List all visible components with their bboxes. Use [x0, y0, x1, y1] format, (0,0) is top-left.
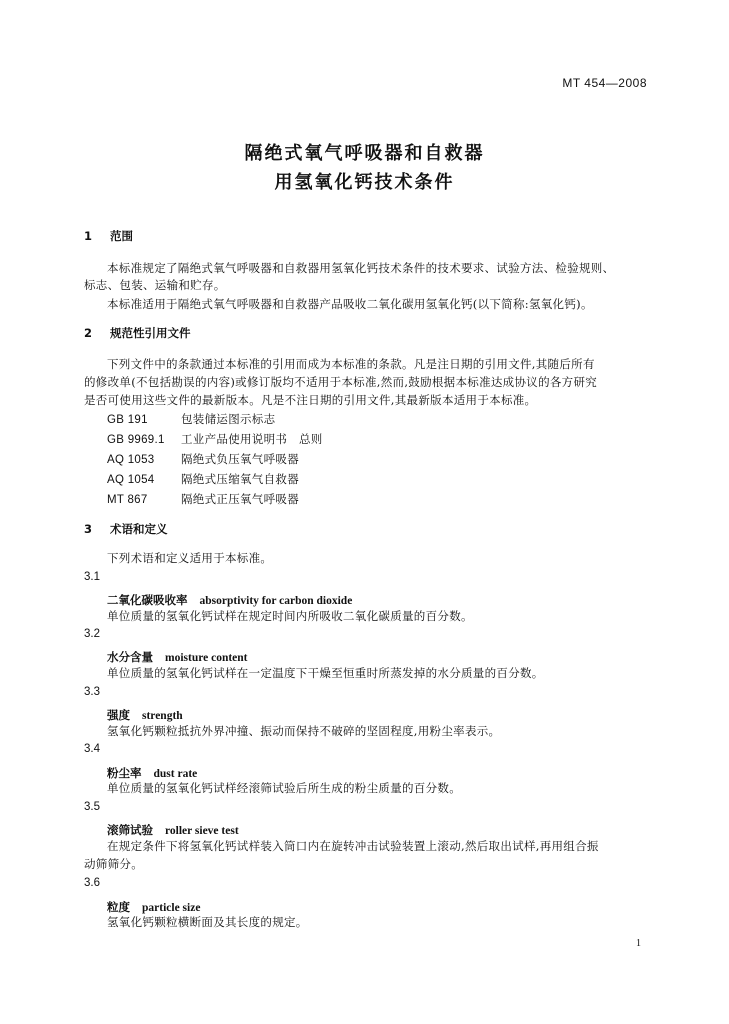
term-zh: 粒度	[107, 900, 130, 914]
term-heading	[107, 589, 352, 608]
normative-reference	[107, 471, 299, 487]
term-zh: 水分含量	[107, 650, 153, 664]
standard-number: MT 454—2008	[562, 76, 647, 90]
normative-reference	[107, 431, 323, 447]
reference-code: GB 191	[107, 414, 148, 426]
normative-reference	[107, 491, 299, 507]
term-number: 3.4	[84, 743, 100, 755]
section-1-paragraph-2: 本标准适用于隔绝式氧气呼吸器和自救器产品吸收二氧化碳用氢氧化钙(以下简称:氢氧化钙)。	[107, 297, 593, 311]
reference-title: 隔绝式正压氧气呼吸器	[181, 492, 299, 506]
section-title: 范围	[110, 229, 134, 243]
term-en: roller sieve test	[165, 825, 239, 837]
term-heading	[107, 704, 183, 723]
section-1-paragraph-1-line-1: 本标准规定了隔绝式氧气呼吸器和自救器用氢氧化钙技术条件的技术要求、试验方法、检验规则、	[107, 261, 615, 275]
term-definition: 单位质量的氢氧化钙试样在规定时间内所吸收二氧化碳质量的百分数。	[107, 609, 473, 623]
section-2-paragraph-line-2: 的修改单(不包括勘误的内容)或修订版均不适用于本标准,然而,鼓励根据本标准达成协议的各方研究	[84, 375, 598, 389]
section-1-heading	[84, 228, 133, 244]
reference-title: 隔绝式负压氧气呼吸器	[181, 452, 299, 466]
normative-reference	[107, 411, 275, 427]
term-heading	[107, 819, 239, 838]
document-title-line2: 用氢氧化钙技术条件	[274, 172, 455, 193]
section-3-intro: 下列术语和定义适用于本标准。	[107, 551, 273, 565]
reference-code: GB 9969.1	[107, 434, 165, 446]
normative-reference	[107, 451, 299, 467]
term-en: strength	[142, 710, 183, 722]
section-title: 规范性引用文件	[110, 326, 191, 340]
term-definition: 氢氧化钙颗粒抵抗外界冲撞、振动而保持不破碎的坚固程度,用粉尘率表示。	[107, 724, 501, 738]
section-3-heading	[84, 521, 168, 537]
term-number: 3.6	[84, 877, 100, 889]
section-2-paragraph-line-3: 是否可使用这些文件的最新版本。凡是不注日期的引用文件,其最新版本适用于本标准。	[84, 393, 537, 407]
term-zh: 滚筛试验	[107, 823, 153, 837]
reference-title: 包装储运图示标志	[181, 412, 276, 426]
reference-title: 隔绝式压缩氧气自救器	[181, 472, 299, 486]
section-number: 1	[84, 229, 93, 243]
term-heading	[107, 646, 248, 665]
section-1-paragraph-1-line-2: 标志、包装、运输和贮存。	[84, 278, 226, 292]
term-en: dust rate	[153, 768, 198, 780]
term-number: 3.5	[84, 801, 100, 813]
term-number: 3.2	[84, 628, 100, 640]
reference-title: 工业产品使用说明书 总则	[181, 432, 323, 446]
reference-code: MT 867	[107, 494, 148, 506]
section-title: 术语和定义	[110, 522, 168, 536]
term-heading	[107, 896, 200, 915]
term-en: particle size	[142, 902, 201, 914]
term-zh: 强度	[107, 708, 130, 722]
section-2-paragraph-line-1: 下列文件中的条款通过本标准的引用而成为本标准的条款。凡是注日期的引用文件,其随后所有	[107, 357, 595, 371]
term-definition-continued: 动筛筛分。	[84, 857, 143, 871]
term-zh: 粉尘率	[107, 766, 142, 780]
reference-code: AQ 1053	[107, 454, 155, 466]
term-definition: 氢氧化钙颗粒横断面及其长度的规定。	[107, 915, 308, 929]
section-number: 3	[84, 522, 93, 536]
term-definition: 单位质量的氢氧化钙试样经滚筛试验后所生成的粉尘质量的百分数。	[107, 781, 461, 795]
term-number: 3.1	[84, 571, 100, 583]
term-heading	[107, 762, 197, 781]
term-definition: 在规定条件下将氢氧化钙试样装入筒口内在旋转冲击试验装置上滚动,然后取出试样,再用组合振	[107, 839, 599, 853]
term-definition: 单位质量的氢氧化钙试样在一定温度下干燥至恒重时所蒸发掉的水分质量的百分数。	[107, 666, 544, 680]
document-title-line1: 隔绝式氧气呼吸器和自救器	[244, 143, 485, 164]
section-number: 2	[84, 326, 93, 340]
reference-code: AQ 1054	[107, 474, 155, 486]
term-en: moisture content	[165, 652, 248, 664]
page-number: 1	[636, 938, 641, 949]
term-en: absorptivity for carbon dioxide	[199, 595, 353, 607]
term-zh: 二氧化碳吸收率	[107, 593, 188, 607]
term-number: 3.3	[84, 686, 100, 698]
section-2-heading	[84, 325, 191, 341]
